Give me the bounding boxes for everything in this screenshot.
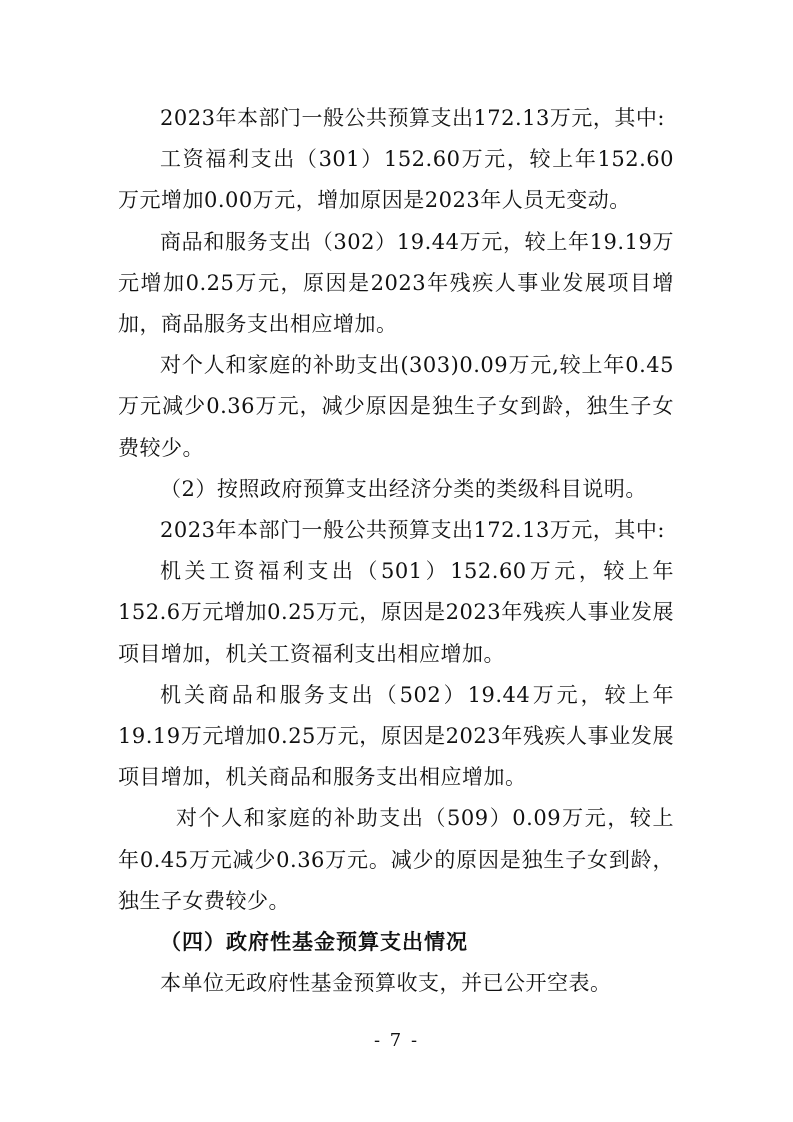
paragraph-agency-goods-services: 机关商品和服务支出（502）19.44万元，较上年19.19万元增加0.25万元，原因是2023年残疾人事业发展项目增加，机关商品和服务支出相应增加。 bbox=[118, 682, 674, 790]
paragraph-agency-personal-subsidy: 对个人和家庭的补助支出（509）0.09万元，较上年0.45万元减少0.36万元。减少的原因是独生子女到龄，独生子女费较少。 bbox=[118, 806, 674, 913]
paragraph-agency-salary: 机关工资福利支出（501）152.60万元，较上年152.6万元增加0.25万元，原因是2023年残疾人事业发展项目增加，机关工资福利支出相应增加。 bbox=[118, 559, 674, 666]
paragraph-goods-services: 商品和服务支出（302）19.44万元，较上年19.19万元增加0.25万元，原因是2023年残疾人事业发展项目增加，商品服务支出相应增加。 bbox=[118, 229, 674, 337]
paragraph-budget-total-repeat: 2023年本部门一般公共预算支出172.13万元，其中: bbox=[160, 518, 665, 543]
paragraph-classification-note: （2）按照政府预算支出经济分类的类级科目说明。 bbox=[160, 476, 647, 501]
paragraph-salary-welfare: 工资福利支出（301）152.60万元，较上年152.60万元增加0.00万元，增加原因是2023年人员无变动。 bbox=[118, 147, 674, 213]
paragraph-personal-subsidy: 对个人和家庭的补助支出(303)0.09万元,较上年0.45万元减少0.36万元，减少原因是独生子女到龄，独生子女费较少。 bbox=[118, 353, 674, 460]
paragraph-budget-total: 2023年本部门一般公共预算支出172.13万元，其中: bbox=[160, 106, 665, 130]
section-heading-government-fund: （四）政府性基金预算支出情况 bbox=[160, 930, 468, 955]
document-body bbox=[118, 98, 674, 1004]
paragraph-government-fund-note: 本单位无政府性基金预算收支，并已公开空表。 bbox=[160, 971, 612, 996]
page-number: - 7 - bbox=[373, 1030, 420, 1051]
